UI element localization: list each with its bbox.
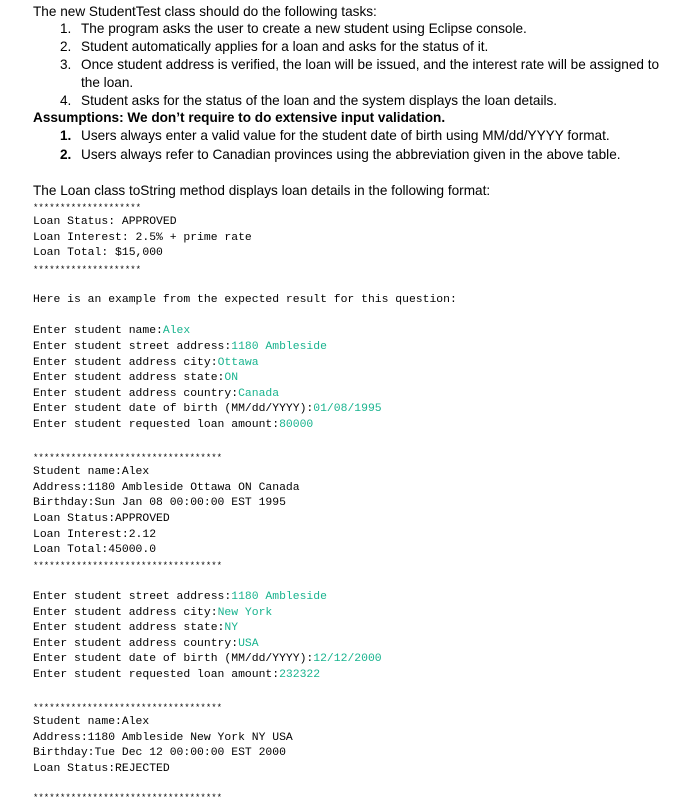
task-number: 2. [60,39,72,54]
separator-stars: *********************************** [33,453,223,463]
console-prompt-line [33,590,327,605]
prompt-label: Enter student name: [33,325,163,337]
separator-stars: *********************************** [33,793,223,803]
format-line: Loan Status: APPROVED [33,216,177,228]
user-input-value: 01/08/1995 [313,403,382,415]
task-number: 3. [60,57,72,72]
user-input-value: 80000 [279,419,314,431]
format-line: Loan Interest: 2.5% + prime rate [33,232,252,244]
prompt-label: Enter student requested loan amount: [33,669,280,681]
assumption-item: Users always refer to Canadian provinces using the abbreviation given in the above table. [81,147,621,162]
user-input-value: 1180 Ambleside [231,591,327,603]
console-output-line: Loan Interest:2.12 [33,529,157,541]
console-output-line: Student name:Alex [33,466,150,478]
intro-text: The new StudentTest class should do the following tasks: [33,4,377,19]
prompt-label: Enter student street address: [33,591,232,603]
user-input-value: New York [217,607,273,619]
task-item: Student automatically applies for a loan and asks for the status of it. [81,39,489,54]
console-prompt-line [33,606,272,621]
separator-stars: ******************** [33,203,142,213]
console-prompt-line [33,652,382,667]
prompt-label: Enter student requested loan amount: [33,419,280,431]
task-number: 4. [60,93,72,108]
console-prompt-line [33,356,259,371]
prompt-label: Enter student address country: [33,388,239,400]
prompt-label: Enter student street address: [33,341,232,353]
console-prompt-line [33,621,238,636]
prompt-label: Enter student address state: [33,372,225,384]
user-input-value: Canada [238,388,280,400]
user-input-value: Ottawa [217,357,259,369]
example-intro: Here is an example from the expected result for this question: [33,294,457,306]
console-prompt-line [33,402,382,417]
assumption-item: Users always enter a valid value for the student date of birth using MM/dd/YYYY format. [81,128,610,143]
console-output-line: Birthday:Tue Dec 12 00:00:00 EST 2000 [33,747,286,759]
prompt-label: Enter student address country: [33,638,239,650]
user-input-value: 12/12/2000 [313,653,382,665]
console-output-line: Address:1180 Ambleside New York NY USA [33,732,293,744]
user-input-value: 232322 [279,669,321,681]
user-input-value: USA [238,638,259,650]
console-prompt-line [33,324,190,339]
user-input-value: 1180 Ambleside [231,341,327,353]
prompt-label: Enter student address city: [33,357,218,369]
task-item: The program asks the user to create a new student using Eclipse console. [81,21,527,36]
console-prompt-line [33,637,259,652]
console-prompt-line [33,371,238,386]
prompt-label: Enter student address city: [33,607,218,619]
console-output-line: Birthday:Sun Jan 08 00:00:00 EST 1995 [33,497,286,509]
separator-stars: ******************** [33,265,142,275]
console-output-line: Address:1180 Ambleside Ottawa ON Canada [33,482,300,494]
user-input-value: ON [224,372,239,384]
console-output-line: Loan Status:APPROVED [33,513,170,525]
console-prompt-line [33,340,327,355]
assumption-number: 1. [60,128,72,143]
user-input-value: NY [224,622,239,634]
prompt-label: Enter student address state: [33,622,225,634]
user-input-value: Alex [162,325,191,337]
task-item-continuation: the loan. [81,75,134,90]
console-prompt-line [33,418,313,433]
console-output-line: Loan Total:45000.0 [33,544,157,556]
task-item: Student asks for the status of the loan and the system displays the loan details. [81,93,558,108]
prompt-label: Enter student date of birth (MM/dd/YYYY): [33,653,314,665]
assumption-number: 2. [60,147,72,162]
separator-stars: *********************************** [33,703,223,713]
task-number: 1. [60,21,72,36]
prompt-label: Enter student date of birth (MM/dd/YYYY): [33,403,314,415]
console-prompt-line [33,387,279,402]
console-prompt-line [33,668,320,683]
assumptions-title: Assumptions: We don’t require to do extensive input validation. [33,110,446,125]
tostring-intro: The Loan class toString method displays loan details in the following format: [33,183,491,198]
separator-stars: *********************************** [33,561,223,571]
format-line: Loan Total: $15,000 [33,247,163,259]
console-output-line: Loan Status:REJECTED [33,763,170,775]
task-item: Once student address is verified, the loan will be issued, and the interest rate will be assigned to [81,57,660,72]
console-output-line: Student name:Alex [33,716,150,728]
